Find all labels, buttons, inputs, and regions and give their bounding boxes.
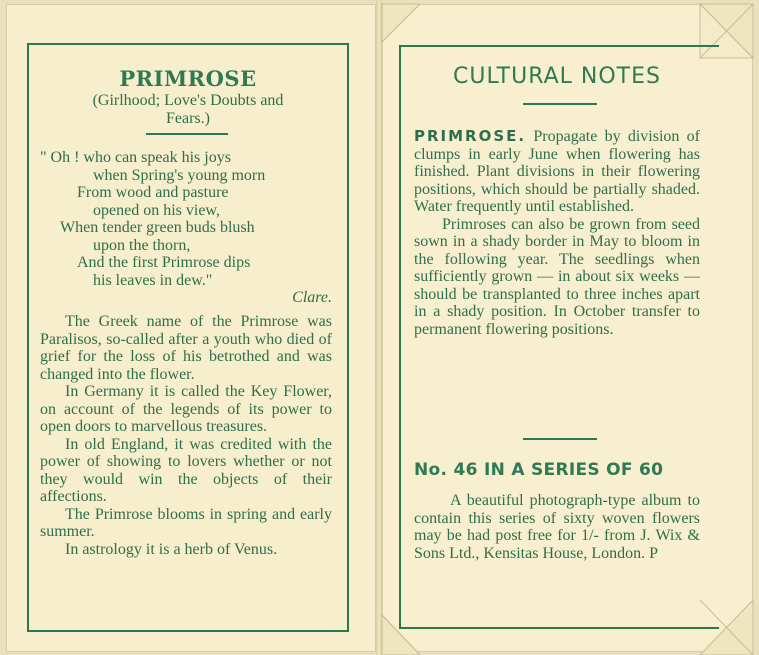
- flower-subtitle: [30, 92, 346, 128]
- divider: [146, 133, 228, 135]
- cultural-notes: [414, 128, 700, 338]
- paragraph: The Greek name of the Primrose was Paralisos, so-called after a youth who died of grief for the loss of his betrothed and was changed into the flower.: [40, 313, 332, 383]
- notes-text: Propagate by division of clumps in early June when flowering has finished. Plant divisions in their flowering positions, which should be partially shaded. Water frequently until established.: [414, 128, 701, 215]
- poem-line: From wood and pasture: [77, 184, 229, 201]
- poem-line: when Spring's young morn: [93, 166, 266, 184]
- paragraph: In astrology it is a herb of Venus.: [65, 540, 278, 558]
- album-paragraph: A beautiful photograph-type album to contain this series of sixty woven flowers may be had post free for 1/- from J. Wix & Sons Ltd., Kensitas House, London. P: [414, 492, 700, 562]
- poem-author: Clare.: [292, 289, 332, 306]
- paragraph: In Germany it is called the Key Flower, on account of the legends of its power to open doors to marvellous treasures.: [40, 383, 332, 435]
- poem-line: opened on his view,: [93, 201, 220, 219]
- notes-paragraph-2: Primroses can also be grown from seed sown in a shady border in May to bloom in the following year. The seedlings when sufficiently grown — in about six weeks — should be transplanted to three inches apart in a shady position. In October transfer to permanent flowering positions.: [414, 215, 700, 338]
- paragraph: In old England, it was credited with the power of showing to lovers whether or not they would win the objects of their affections.: [40, 435, 332, 505]
- poem-line: his leaves in dew.": [93, 271, 213, 289]
- subtitle-line-1: (Girlhood; Love's Doubts and: [92, 92, 284, 109]
- poem: [40, 149, 332, 307]
- poem-line: upon the thorn,: [93, 236, 191, 254]
- series-number: No. 46 IN A SERIES OF 60: [414, 460, 664, 480]
- flower-title: PRIMROSE: [119, 66, 257, 91]
- divider: [523, 103, 597, 105]
- paragraph: The Primrose blooms in spring and early summer.: [40, 505, 332, 540]
- description: [40, 313, 332, 558]
- notes-lead: PRIMROSE.: [414, 127, 527, 145]
- subtitle-line-2: Fears.): [166, 110, 210, 127]
- poem-line: " Oh ! who can speak his joys: [40, 149, 231, 166]
- poem-line: And the first Primrose dips: [77, 254, 251, 271]
- cultural-notes-title: CULTURAL NOTES: [452, 64, 661, 89]
- poem-line: When tender green buds blush: [60, 219, 255, 236]
- notes-paragraph-1: [414, 128, 700, 216]
- divider: [523, 438, 597, 440]
- album-offer: [414, 492, 700, 562]
